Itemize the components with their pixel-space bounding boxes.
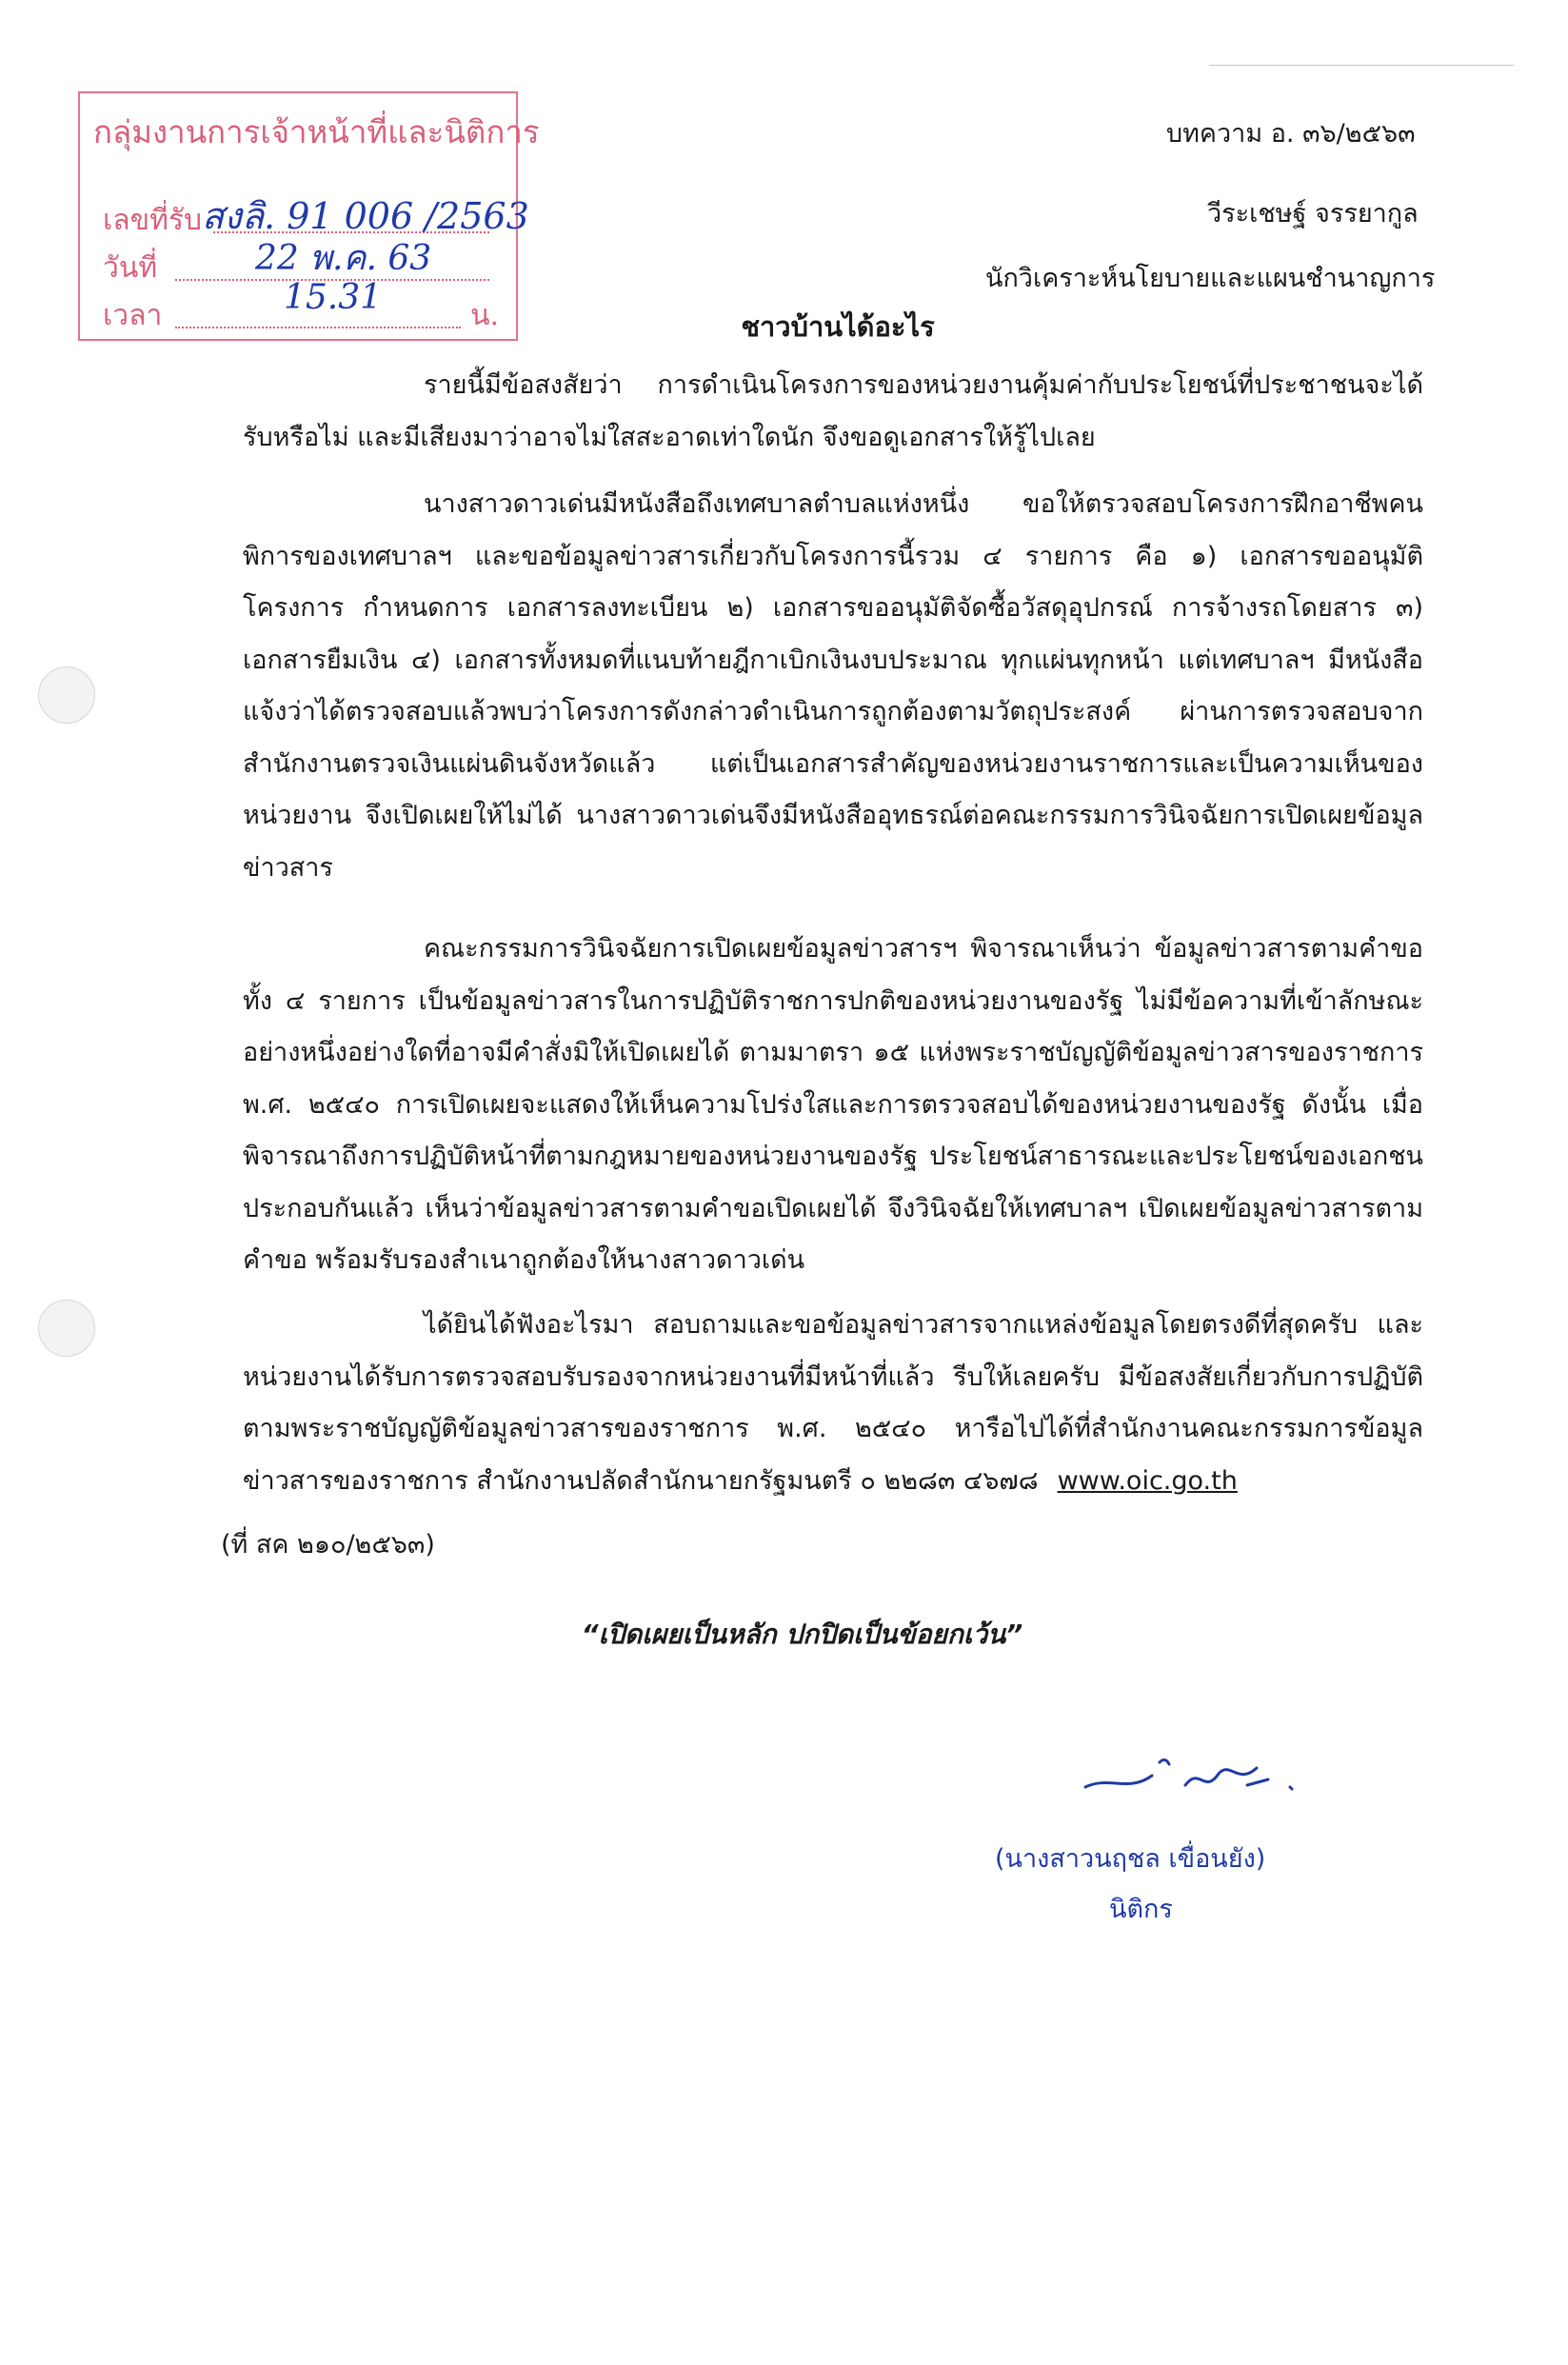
website-link[interactable]: www.oic.go.th [1057,1465,1238,1496]
article-number: บทความ อ. ๓๖/๒๕๖๓ [1166,119,1416,149]
reference-number: (ที่ สค ๒๑๐/๒๕๖๓) [221,1530,435,1560]
signature-scribble [1019,1747,1323,1814]
author-name: วีระเชษฐ์ จรรยากูล [1207,199,1419,229]
motto: “เปิดเผยเป็นหลัก ปกปิดเป็นข้อยกเว้น” [581,1619,1023,1650]
stamp-received-no-label: เลขที่รับ [103,204,203,237]
author-position: นักวิเคราะห์นโยบายและแผนชำนาญการ [985,264,1436,293]
paragraph-decision: คณะกรรมการวินิจฉัยการเปิดเผยข้อมูลข่าวสารฯ พิจารณาเห็นว่า ข้อมูลข่าวสารตามคำขอทั้ง ๔ รายการ เป็นข้อมูลข่าวสารในการปฏิบัติราชการปกติของหน่วยงานของรัฐ ไม่มีข้อความที่เข้าลักษณะอย่างหนึ่งอย่างใดที่อาจมีคำสั่งมิให้เปิดเผยได้ ตามมาตรา ๑๕ แห่งพระราชบัญญัติข้อมูลข่าวสารของราชการ พ.ศ. ๒๕๔๐ การเปิดเผยจะแสดงให้เห็นความโปร่งใสและการตรวจสอบได้ของหน่วยงานของรัฐ ดังนั้น เมื่อพิจารณาถึงการปฏิบัติหน้าที่ตามกฎหมายของหน่วยงานของรัฐ ประโยชน์สาธารณะและประโยชน์ของเอกชนประกอบกันแล้ว เห็นว่าข้อมูลข่าวสารตามคำขอเปิดเผยได้ จึงวินิจฉัยให้เทศบาลฯ เปิดเผยข้อมูลข่าวสารตามคำขอ พร้อมรับรองสำเนาถูกต้องให้นางสาวดาวเด่น [243,934,1423,1275]
signatory-name: (นางสาวนฤชล เขื่อนยัง) [995,1844,1266,1874]
stamp-time-suffix: น. [470,299,500,332]
signatory-position: นิติกร [1109,1895,1173,1924]
handwritten-received-no: สงลิ. 91 006 /2563 [202,195,529,237]
paragraph-request: นางสาวดาวเด่นมีหนังสือถึงเทศบาลตำบลแห่งหนึ่ง ขอให้ตรวจสอบโครงการฝึกอาชีพคนพิการของเทศบาลฯ และขอข้อมูลข่าวสารเกี่ยวกับโครงการนี้รวม ๔ รายการ คือ ๑) เอกสารขออนุมัติโครงการ กำหนดการ เอกสารลงทะเบียน ๒) เอกสารขออนุมัติจัดซื้อวัสดุอุปกรณ์ การจ้างรถโดยสาร ๓) เอกสารยืมเงิน ๔) เอกสารทั้งหมดที่แนบท้ายฎีกาเบิกเงินงบประมาณ ทุกแผ่นทุกหน้า แต่เทศบาลฯ มีหนังสือแจ้งว่าได้ตรวจสอบแล้วพบว่าโครงการดังกล่าวดำเนินการถูกต้องตามวัตถุประสงค์ ผ่านการตรวจสอบจากสำนักงานตรวจเงินแผ่นดินจังหวัดแล้ว แต่เป็นเอกสารสำคัญของหน่วยงานราชการและเป็นความเห็นของหน่วยงาน จึงเปิดเผยให้ไม่ได้ นางสาวดาวเด่นจึงมีหนังสืออุทธรณ์ต่อคณะกรรมการวินิจฉัยการเปิดเผยข้อมูลข่าวสาร [243,489,1423,883]
paragraph-intro: รายนี้มีข้อสงสัยว่า การดำเนินโครงการของหน่วยงานคุ้มค่ากับประโยชน์ที่ประชาชนจะได้รับหรือไม่ และมีเสียงมาว่าอาจไม่ใสสะอาดเท่าใดนัก จึงขอดูเอกสารให้รู้ไปเลย [243,370,1423,452]
paragraph-advice-text: ได้ยินได้ฟังอะไรมา สอบถามและขอข้อมูลข่าวสารจากแหล่งข้อมูลโดยตรงดีที่สุดครับ และหน่วยงานได้รับการตรวจสอบรับรองจากหน่วยงานที่มีหน้าที่แล้ว รีบให้เลยครับ มีข้อสงสัยเกี่ยวกับการปฏิบัติตามพระราชบัญญัติข้อมูลข่าวสารของราชการ พ.ศ. ๒๕๔๐ หารือไปได้ที่สำนักงานคณะกรรมการข้อมูลข่าวสารของราชการ สำนักงานปลัดสำนักนายกรัฐมนตรี ๐ ๒๒๘๓ ๔๖๗๘ [243,1310,1423,1496]
paragraph-advice [243,1300,1423,1507]
scan-edge-line [1209,65,1514,66]
punch-hole-bottom [38,1300,95,1357]
punch-hole-top [38,666,95,724]
stamp-time-label: เวลา [103,299,163,332]
stamp-date-label: วันที่ [103,251,158,285]
stamp-title: กลุ่มงานการเจ้าหน้าที่และนิติการ [93,113,540,150]
handwritten-time: 15.31 [284,278,383,317]
handwritten-date: 22 พ.ค. 63 [255,239,432,278]
document-title: ชาวบ้านได้อะไร [741,310,935,343]
signature [1019,1747,1323,1818]
